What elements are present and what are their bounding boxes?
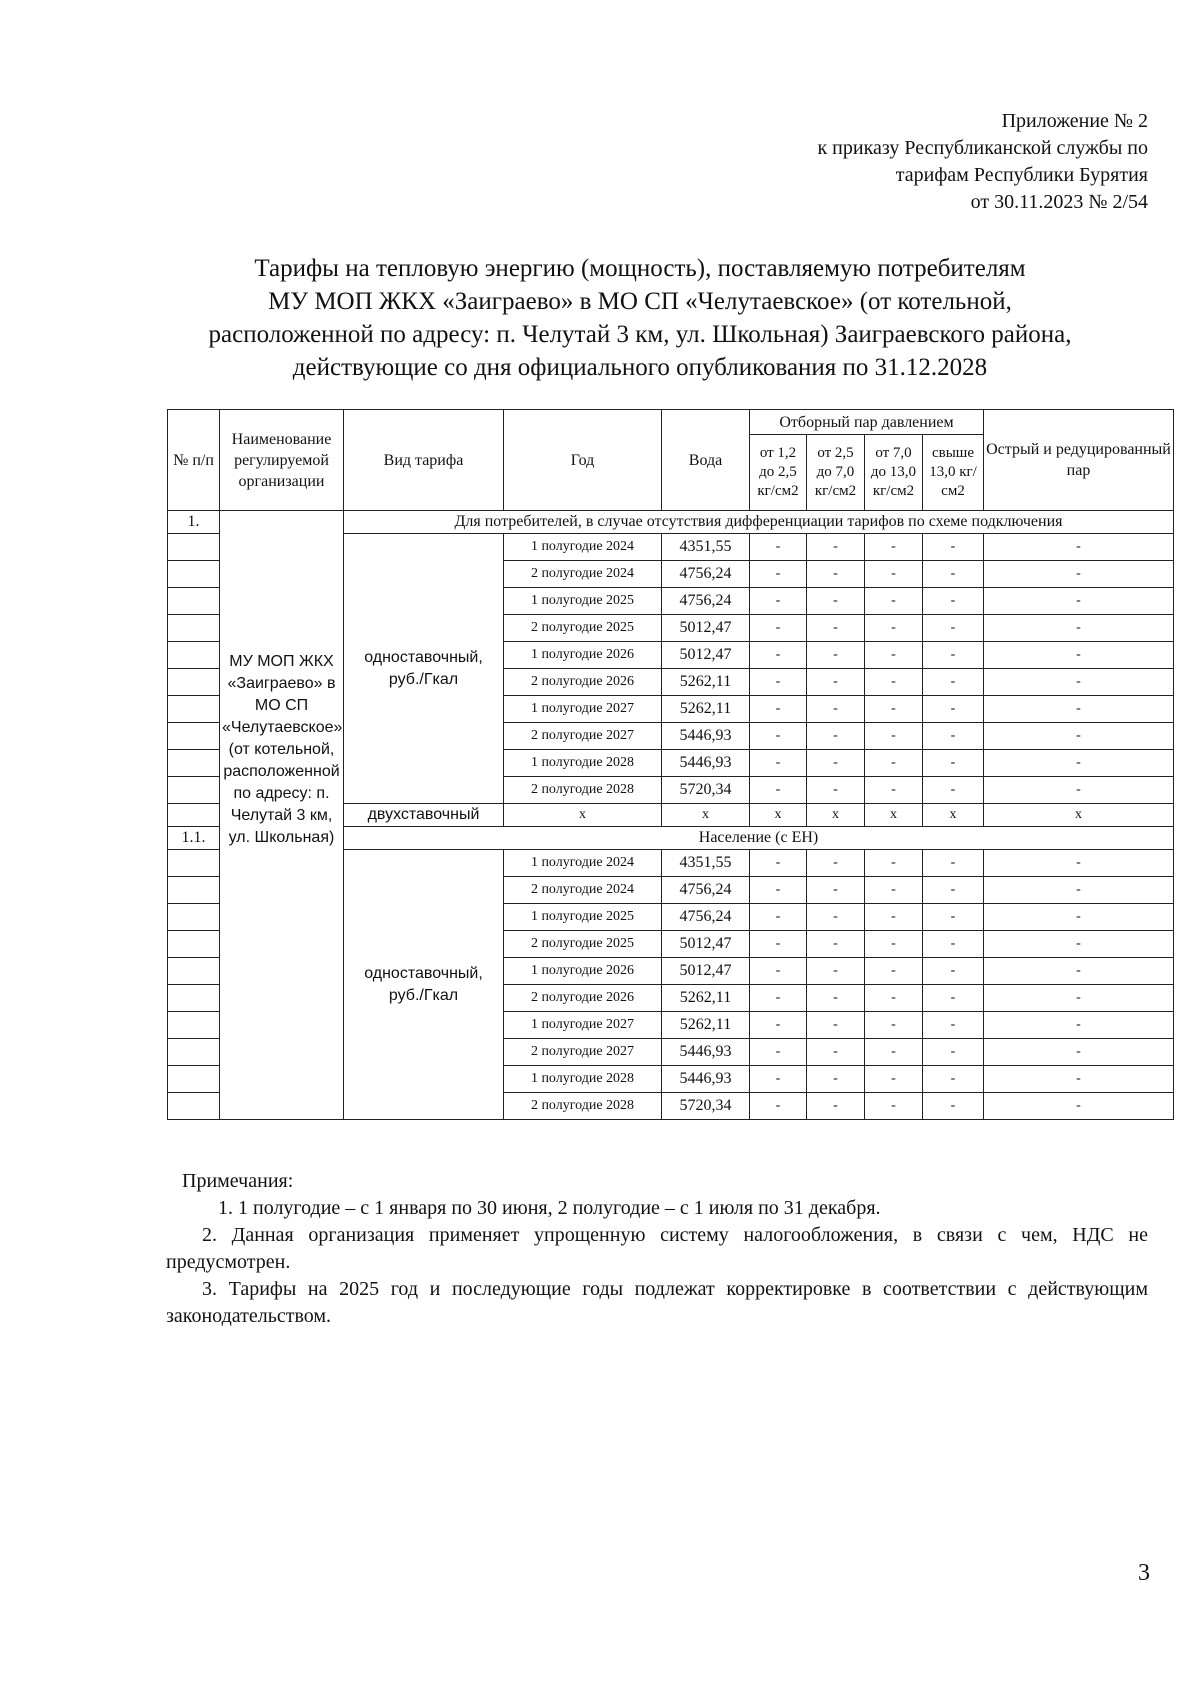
table-row-dash: - <box>865 534 923 561</box>
tariff-type-single-rate: одноставочный, руб./Гкал <box>344 534 504 804</box>
table-row-dash: - <box>865 931 923 958</box>
title-line-4: действующие со дня официального опубликования по 31.12.2028 <box>292 354 988 381</box>
table-row-dash: - <box>807 1012 865 1039</box>
table-row-dash: - <box>865 850 923 877</box>
table-row-dash: - <box>923 1039 984 1066</box>
row-num <box>168 877 220 904</box>
table-row-dash: - <box>865 958 923 985</box>
table-row-dash: - <box>923 850 984 877</box>
table-row-dash: - <box>923 777 984 804</box>
water-value: 5012,47 <box>662 642 750 669</box>
table-row-dash: - <box>807 931 865 958</box>
row-num <box>168 561 220 588</box>
note-2: 2. Данная организация применяет упрощенную систему налогообложения, в связи с чем, НДС не предусмотрен. <box>166 1224 1148 1273</box>
table-row-dash: - <box>807 696 865 723</box>
table-row-dash: - <box>865 642 923 669</box>
table-row-dash: - <box>807 850 865 877</box>
header-steam-4: свыше 13,0 кг/см2 <box>923 435 984 511</box>
table-row-dash: - <box>984 958 1174 985</box>
water-value: 5446,93 <box>662 1039 750 1066</box>
table-row-dash: - <box>865 750 923 777</box>
table-row-dash: - <box>923 696 984 723</box>
tariff-type-two-rate: двухставочный <box>344 804 504 827</box>
year-cell: 1 полугодие 2025 <box>504 588 662 615</box>
table-row-dash: - <box>750 588 807 615</box>
table-row-dash: - <box>807 534 865 561</box>
two-rate-mark: х <box>807 804 865 827</box>
document-title <box>150 252 1130 384</box>
appendix-line-4: от 30.11.2023 № 2/54 <box>970 191 1148 213</box>
table-row-dash: - <box>865 669 923 696</box>
table-row-dash: - <box>865 1066 923 1093</box>
table-row-dash: - <box>923 931 984 958</box>
water-value: 5446,93 <box>662 723 750 750</box>
org-name: МУ МОП ЖКХ «Заиграево» в МО СП «Челутаевское» (от котельной, расположенной по адресу: п. Челутай 3 км, ул. Школьная) <box>220 511 344 1120</box>
table-row-dash: - <box>865 588 923 615</box>
header-year: Год <box>504 410 662 511</box>
row-num <box>168 588 220 615</box>
section-1-num: 1. <box>168 511 220 534</box>
header-water: Вода <box>662 410 750 511</box>
row-num <box>168 696 220 723</box>
year-cell: 1 полугодие 2027 <box>504 696 662 723</box>
tariff-type-single-rate-population: одноставочный, руб./Гкал <box>344 850 504 1120</box>
header-tariff-type: Вид тарифа <box>344 410 504 511</box>
table-row-dash: - <box>807 615 865 642</box>
row-num <box>168 615 220 642</box>
table-row-dash: - <box>750 642 807 669</box>
table-row-dash: - <box>807 904 865 931</box>
water-value: 5446,93 <box>662 750 750 777</box>
table-row-dash: - <box>923 615 984 642</box>
year-cell: 2 полугодие 2027 <box>504 1039 662 1066</box>
table-row-dash: - <box>984 904 1174 931</box>
table-row-dash: - <box>923 1012 984 1039</box>
table-row-dash: - <box>807 588 865 615</box>
table-row-dash: - <box>750 615 807 642</box>
table-row-dash: - <box>750 1066 807 1093</box>
row-num <box>168 777 220 804</box>
notes-block <box>166 1168 1148 1330</box>
row-num <box>168 958 220 985</box>
table-row-dash: - <box>865 877 923 904</box>
table-row-dash: - <box>984 1039 1174 1066</box>
table-row-dash: - <box>865 904 923 931</box>
note-1: 1. 1 полугодие – с 1 января по 30 июня, 2 полугодие – с 1 июля по 31 декабря. <box>218 1197 881 1219</box>
year-cell: 1 полугодие 2028 <box>504 750 662 777</box>
title-line-2: МУ МОП ЖКХ «Заиграево» в МО СП «Челутаевское» (от котельной, <box>268 288 1012 315</box>
table-row-dash: - <box>750 877 807 904</box>
tariff-table <box>167 409 1174 1120</box>
table-row-dash: - <box>865 723 923 750</box>
table-row-dash: - <box>984 1093 1174 1120</box>
water-value: 5262,11 <box>662 696 750 723</box>
water-value: 4756,24 <box>662 904 750 931</box>
table-row-dash: - <box>807 750 865 777</box>
table-row-dash: - <box>923 642 984 669</box>
year-cell: 2 полугодие 2028 <box>504 777 662 804</box>
table-row-dash: - <box>750 958 807 985</box>
table-row-dash: - <box>750 1039 807 1066</box>
table-row-dash: - <box>923 750 984 777</box>
water-value: 5012,47 <box>662 958 750 985</box>
two-rate-mark: х <box>504 804 662 827</box>
table-row-dash: - <box>865 1012 923 1039</box>
row-num <box>168 750 220 777</box>
row-num <box>168 904 220 931</box>
year-cell: 2 полугодие 2026 <box>504 669 662 696</box>
year-cell: 2 полугодие 2025 <box>504 615 662 642</box>
table-row-dash: - <box>865 696 923 723</box>
year-cell: 2 полугодие 2026 <box>504 985 662 1012</box>
row-num <box>168 850 220 877</box>
table-row-dash: - <box>807 669 865 696</box>
table-row-dash: - <box>923 723 984 750</box>
row-num <box>168 1012 220 1039</box>
year-cell: 1 полугодие 2027 <box>504 1012 662 1039</box>
row-num <box>168 1093 220 1120</box>
year-cell: 2 полугодие 2027 <box>504 723 662 750</box>
table-row-dash: - <box>865 985 923 1012</box>
table-row-dash: - <box>807 958 865 985</box>
table-row-dash: - <box>750 750 807 777</box>
table-row-dash: - <box>923 1093 984 1120</box>
table-row-dash: - <box>984 723 1174 750</box>
water-value: 5720,34 <box>662 1093 750 1120</box>
table-row-dash: - <box>750 1012 807 1039</box>
water-value: 5012,47 <box>662 931 750 958</box>
table-row-dash: - <box>984 1012 1174 1039</box>
table-row-dash: - <box>807 877 865 904</box>
water-value: 5262,11 <box>662 669 750 696</box>
year-cell: 1 полугодие 2024 <box>504 850 662 877</box>
page-number: 3 <box>1138 1560 1150 1586</box>
header-num: № п/п <box>168 410 220 511</box>
table-row-dash: - <box>807 642 865 669</box>
table-row-dash: - <box>865 1093 923 1120</box>
table-row-dash: - <box>750 931 807 958</box>
appendix-line-3: тарифам Республики Бурятия <box>895 164 1148 186</box>
table-row-dash: - <box>750 985 807 1012</box>
table-row-dash: - <box>984 696 1174 723</box>
year-cell: 1 полугодие 2026 <box>504 642 662 669</box>
appendix-block <box>817 108 1148 216</box>
table-row-dash: - <box>750 561 807 588</box>
year-cell: 1 полугодие 2024 <box>504 534 662 561</box>
water-value: 4756,24 <box>662 561 750 588</box>
table-row-dash: - <box>923 958 984 985</box>
table-row-dash: - <box>923 534 984 561</box>
row-num <box>168 723 220 750</box>
table-row-dash: - <box>807 1066 865 1093</box>
section-2-label: Население (с ЕН) <box>344 827 1174 850</box>
row-num <box>168 985 220 1012</box>
year-cell: 2 полугодие 2028 <box>504 1093 662 1120</box>
table-row-dash: - <box>984 931 1174 958</box>
header-steam-3: от 7,0 до 13,0 кг/см2 <box>865 435 923 511</box>
two-rate-mark: х <box>923 804 984 827</box>
header-steam-2: от 2,5 до 7,0 кг/см2 <box>807 435 865 511</box>
table-row-dash: - <box>984 850 1174 877</box>
appendix-line-2: к приказу Республиканской службы по <box>817 137 1148 159</box>
section-1-label: Для потребителей, в случае отсутствия дифференциации тарифов по схеме подключения <box>344 511 1174 534</box>
water-value: 4756,24 <box>662 877 750 904</box>
water-value: 5262,11 <box>662 1012 750 1039</box>
table-row-dash: - <box>807 1039 865 1066</box>
table-row-dash: - <box>750 904 807 931</box>
table-row-dash: - <box>750 1093 807 1120</box>
water-value: 5446,93 <box>662 1066 750 1093</box>
water-value: 5012,47 <box>662 615 750 642</box>
row-num <box>168 534 220 561</box>
table-row-dash: - <box>750 850 807 877</box>
table-row-dash: - <box>923 669 984 696</box>
table-row-dash: - <box>807 723 865 750</box>
year-cell: 2 полугодие 2024 <box>504 877 662 904</box>
water-value: 5720,34 <box>662 777 750 804</box>
table-row-dash: - <box>807 561 865 588</box>
row-num <box>168 1039 220 1066</box>
table-row-dash: - <box>984 985 1174 1012</box>
row-num <box>168 931 220 958</box>
year-cell: 2 полугодие 2025 <box>504 931 662 958</box>
table-row-dash: - <box>984 877 1174 904</box>
header-org: Наименование регулируемой организации <box>220 410 344 511</box>
row-num <box>168 804 220 827</box>
two-rate-mark: х <box>750 804 807 827</box>
table-row-dash: - <box>865 777 923 804</box>
row-num <box>168 642 220 669</box>
year-cell: 1 полугодие 2026 <box>504 958 662 985</box>
table-row-dash: - <box>750 777 807 804</box>
two-rate-mark: х <box>662 804 750 827</box>
note-3: 3. Тарифы на 2025 год и последующие годы подлежат корректировке в соответствии с действующим законодательством. <box>166 1278 1148 1327</box>
row-num <box>168 1066 220 1093</box>
table-row-dash: - <box>984 642 1174 669</box>
section-1-row <box>168 511 1174 534</box>
table-row-dash: - <box>984 615 1174 642</box>
table-row-dash: - <box>923 588 984 615</box>
table-row-dash: - <box>984 534 1174 561</box>
two-rate-mark: х <box>865 804 923 827</box>
table-row-dash: - <box>984 669 1174 696</box>
water-value: 5262,11 <box>662 985 750 1012</box>
table-row-dash: - <box>923 1066 984 1093</box>
table-row-dash: - <box>923 904 984 931</box>
row-num <box>168 669 220 696</box>
table-row-dash: - <box>984 777 1174 804</box>
table-row-dash: - <box>750 534 807 561</box>
table-row-dash: - <box>984 588 1174 615</box>
notes-heading: Примечания: <box>182 1170 294 1192</box>
table-row-dash: - <box>984 561 1174 588</box>
title-line-3: расположенной по адресу: п. Челутай 3 км, ул. Школьная) Заиграевского района, <box>208 321 1072 348</box>
table-row-dash: - <box>807 777 865 804</box>
table-row-dash: - <box>807 1093 865 1120</box>
table-row-dash: - <box>750 669 807 696</box>
header-steam: Отборный пар давлением <box>750 410 984 435</box>
table-row-dash: - <box>984 750 1174 777</box>
table-row-dash: - <box>865 561 923 588</box>
title-line-1: Тарифы на тепловую энергию (мощность), поставляемую потребителям <box>254 255 1026 282</box>
water-value: 4351,55 <box>662 850 750 877</box>
table-row-dash: - <box>807 985 865 1012</box>
year-cell: 1 полугодие 2025 <box>504 904 662 931</box>
two-rate-mark: х <box>984 804 1174 827</box>
header-steam-1: от 1,2 до 2,5 кг/см2 <box>750 435 807 511</box>
table-row-dash: - <box>865 615 923 642</box>
table-row-dash: - <box>923 877 984 904</box>
table-row-dash: - <box>750 723 807 750</box>
section-2-num: 1.1. <box>168 827 220 850</box>
water-value: 4351,55 <box>662 534 750 561</box>
header-sharp-steam: Острый и редуцированный пар <box>984 410 1174 511</box>
table-row-dash: - <box>750 696 807 723</box>
year-cell: 1 полугодие 2028 <box>504 1066 662 1093</box>
table-row-dash: - <box>865 1039 923 1066</box>
appendix-line-1: Приложение № 2 <box>1001 110 1148 132</box>
year-cell: 2 полугодие 2024 <box>504 561 662 588</box>
table-row-dash: - <box>984 1066 1174 1093</box>
water-value: 4756,24 <box>662 588 750 615</box>
table-row-dash: - <box>923 561 984 588</box>
table-row-dash: - <box>923 985 984 1012</box>
